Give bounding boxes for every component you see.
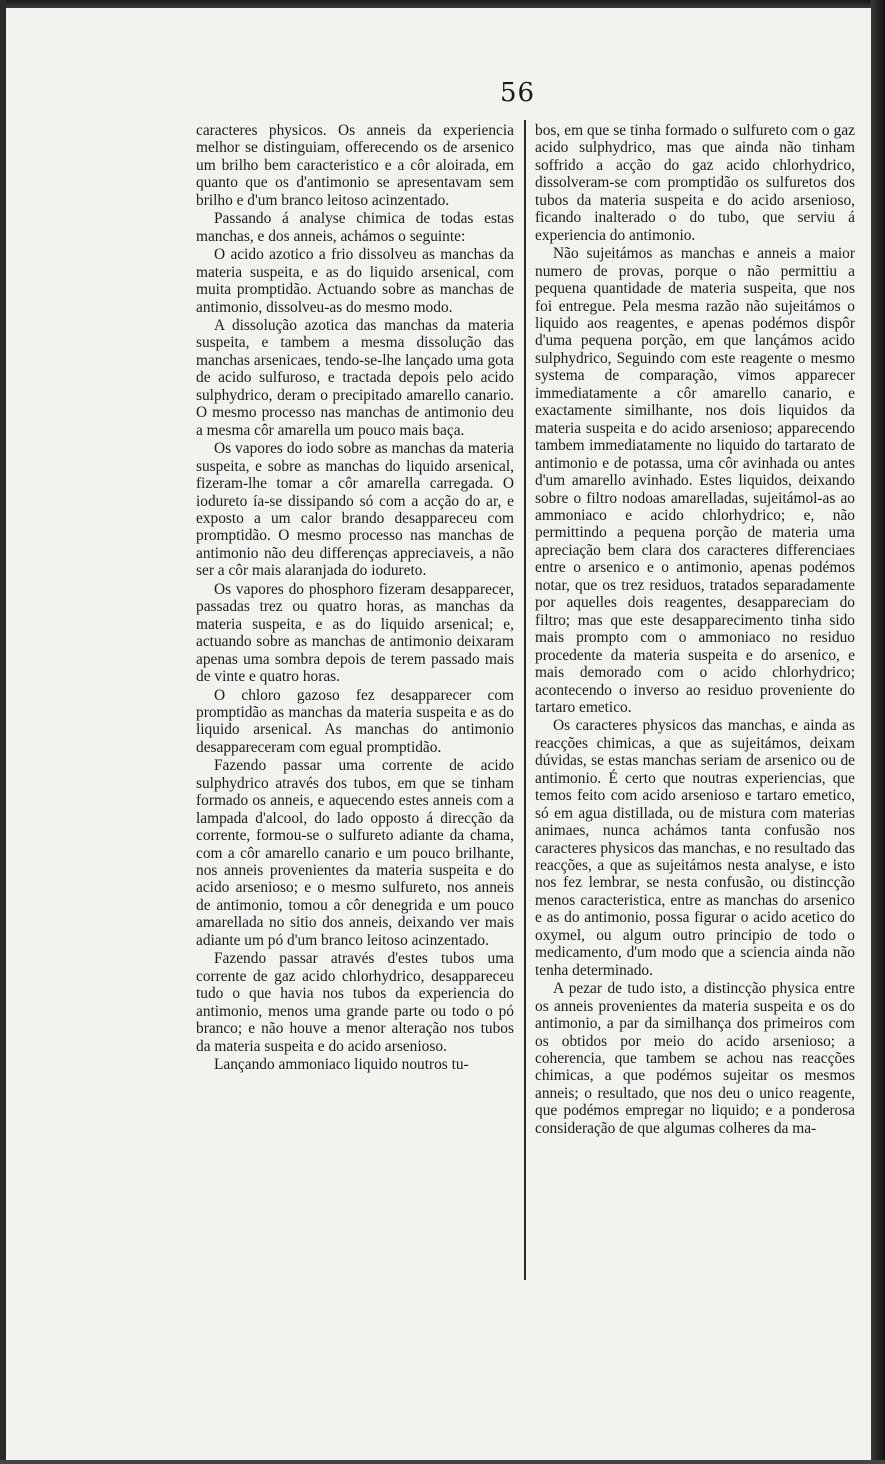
scan-edge-top: [0, 0, 885, 8]
scan-edge-left: [0, 0, 6, 1464]
paragraph: Passando á analyse chimica de todas estas manchas, e dos anneis, achámos o seguinte:: [196, 210, 514, 245]
paragraph: A dissolução azotica das manchas da materia suspeita, e tambem a mesma dissolução das manchas arsenicaes, tendo-se-lhe lançado uma gota de acido sulfuroso, e tractada depois pelo acido sulphydrico, deram o precipitado amarello canario. O mesmo processo nas manchas de antimonio deu a mesma côr amarella um pouco mais baça.: [196, 316, 514, 439]
scan-edge-bottom: [0, 1460, 885, 1464]
right-column: [535, 122, 855, 1137]
paragraph: Lançando ammoniaco liquido noutros tu-: [214, 1056, 469, 1074]
page-number: 56: [500, 78, 536, 108]
paragraph: Os vapores do phosphoro fizeram desapparecer, passadas trez ou quatro horas, as manchas da materia suspeita, e as do liquido arsenical; e, actuando sobre as manchas de antimonio deixaram apenas uma sombra depois de terem passado mais de vinte e quatro horas.: [196, 580, 514, 686]
paragraph: Não sujeitámos as manchas e anneis a maior numero de provas, porque o não permittiu a pequena quantidade de materia suspeita, que nos foi entregue. Pela mesma razão não sujeitámos o liquido aos reagentes, e apenas podémos dispôr d'uma pequena porção, em que lançámos acido sulphydrico, Seguindo com este reagente o mesmo systema de comparação, vimos apparecer immediatamente a côr amarello canario, e exactamente similhante, nos dois liquidos da materia suspeita e do acido arsenioso; apparecendo tambem immediatamente no liquido do tartarato de antimonio e de potassa, uma côr avinhada ou antes d'um amarello avinhado. Estes liquidos, deixando sobre o filtro nodoas amarelladas, sujeitámol-as ao ammoniaco e acido chlorhydrico; e, não permittindo a pequena porção de materia uma apreciação bem clara dos caracteres differenciaes entre o arsenico e o antimonio, apenas podémos notar, que os trez residuos, tratados separadamente por aquelles dois reagentes, desappareciam do filtro; mas que este desapparecimento tinha sido mais prompto com o ammoniaco no residuo procedente da materia suspeita e do arsenico, e mais demorado com o acido chlorhydrico; acontecendo o inverso ao residuo proveniente do tartaro emetico.: [535, 245, 855, 716]
paragraph: A pezar de tudo isto, a distincção physica entre os anneis provenientes da materia suspeita e os do antimonio, a par da similhança dos primeiros com os obtidos por meio do acido arsenioso; a coherencia, que tambem se achou nas reacções chimicas, a que podémos sujeitar os mesmos anneis; o resultado, que nos deu o unico reagente, que podémos empregar no liquido; e a ponderosa consideração de que algumas colheres da ma-: [535, 980, 855, 1137]
paragraph: Fazendo passar através d'estes tubos uma corrente de gaz acido chlorhydrico, desappareceu tudo o que havia nos tubos da experiencia do antimonio, menos uma grande parte ou todo o pó branco; e não houve a menor alteração nos tubos da materia suspeita e do acido arsenioso.: [196, 950, 514, 1055]
paragraph: Os caracteres physicos das manchas, e ainda as reacções chimicas, a que as sujeitámos, deixam dúvidas, se estas manchas seriam de arsenico ou de antimonio. É certo que noutras experiencias, que temos feito com acido arsenioso e tartaro emetico, só em agua distillada, ou de mistura com materias animaes, nunca achámos tanta confusão nos caracteres physicos das manchas, e no resultado das reacções, a que as sujeitámos nesta analyse, e isto nos fez lembrar, se nesta confusão, ou distincção menos caracteristica, entre as manchas do arsenico e as do antimonio, possa figurar o acido acetico do oxymel, ou algum outro principio de todo o medicamento, d'um modo que a sciencia ainda não tenha determinado.: [535, 717, 855, 979]
paragraph: Fazendo passar uma corrente de acido sulphydrico através dos tubos, em que se tinham formado os anneis, e aquecendo estes anneis com a lampada d'alcool, do lado opposto á direcção da corrente, formou-se o sulfureto adiante da chama, com a côr amarello canario e um pouco brilhante, nos anneis provenientes da materia suspeita e do acido arsenioso; e o mesmo sulfureto, nos anneis de antimonio, tomou a côr denegrida e um pouco amarellada no sitio dos anneis, deixando ver mais adiante um pó d'um branco leitoso acinzentado.: [196, 757, 514, 949]
left-column: [196, 122, 514, 1073]
paragraph: O chloro gazoso fez desapparecer com promptidão as manchas da materia suspeita e as do liquido arsenical. As manchas do antimonio desappareceram com egual promptidão.: [196, 686, 514, 756]
paragraph: O acido azotico a frio dissolveu as manchas da materia suspeita, e as do liquido arsenical, com muita promptidão. Actuando sobre as manchas de antimonio, dissolveu-as do mesmo modo.: [196, 246, 514, 316]
paragraph: bos, em que se tinha formado o sulfureto com o gaz acido sulphydrico, mas que ainda não tinham soffrido a acção do gaz acido chlorhydrico, dissolveram-se com promptidão os sulfuretos dos tubos da materia suspeita e do acido arsenioso, ficando inalterado o do tubo, que serviu á experiencia do antimonio.: [535, 122, 855, 244]
paragraph: Os vapores do iodo sobre as manchas da materia suspeita, e sobre as manchas do liquido arsenical, fizeram-lhe tomar a côr amarella carregada. O iodureto ía-se dissipando só com a acção do ar, e exposto a um calor brando desappareceu com promptidão. O mesmo processo nas manchas de antimonio não deu differenças appreciaveis, a não ser a côr mais alaranjada do iodureto.: [196, 440, 514, 580]
column-divider: [524, 120, 526, 1280]
scan-edge-right: [871, 0, 885, 1464]
paragraph: caracteres physicos. Os anneis da experiencia melhor se distinguiam, offerecendo os de arsenico um brilho bem caracteristico e a côr aloirada, em quanto que os d'antimonio se apresentavam sem brilho e d'um branco leitoso acinzentado.: [196, 122, 514, 209]
